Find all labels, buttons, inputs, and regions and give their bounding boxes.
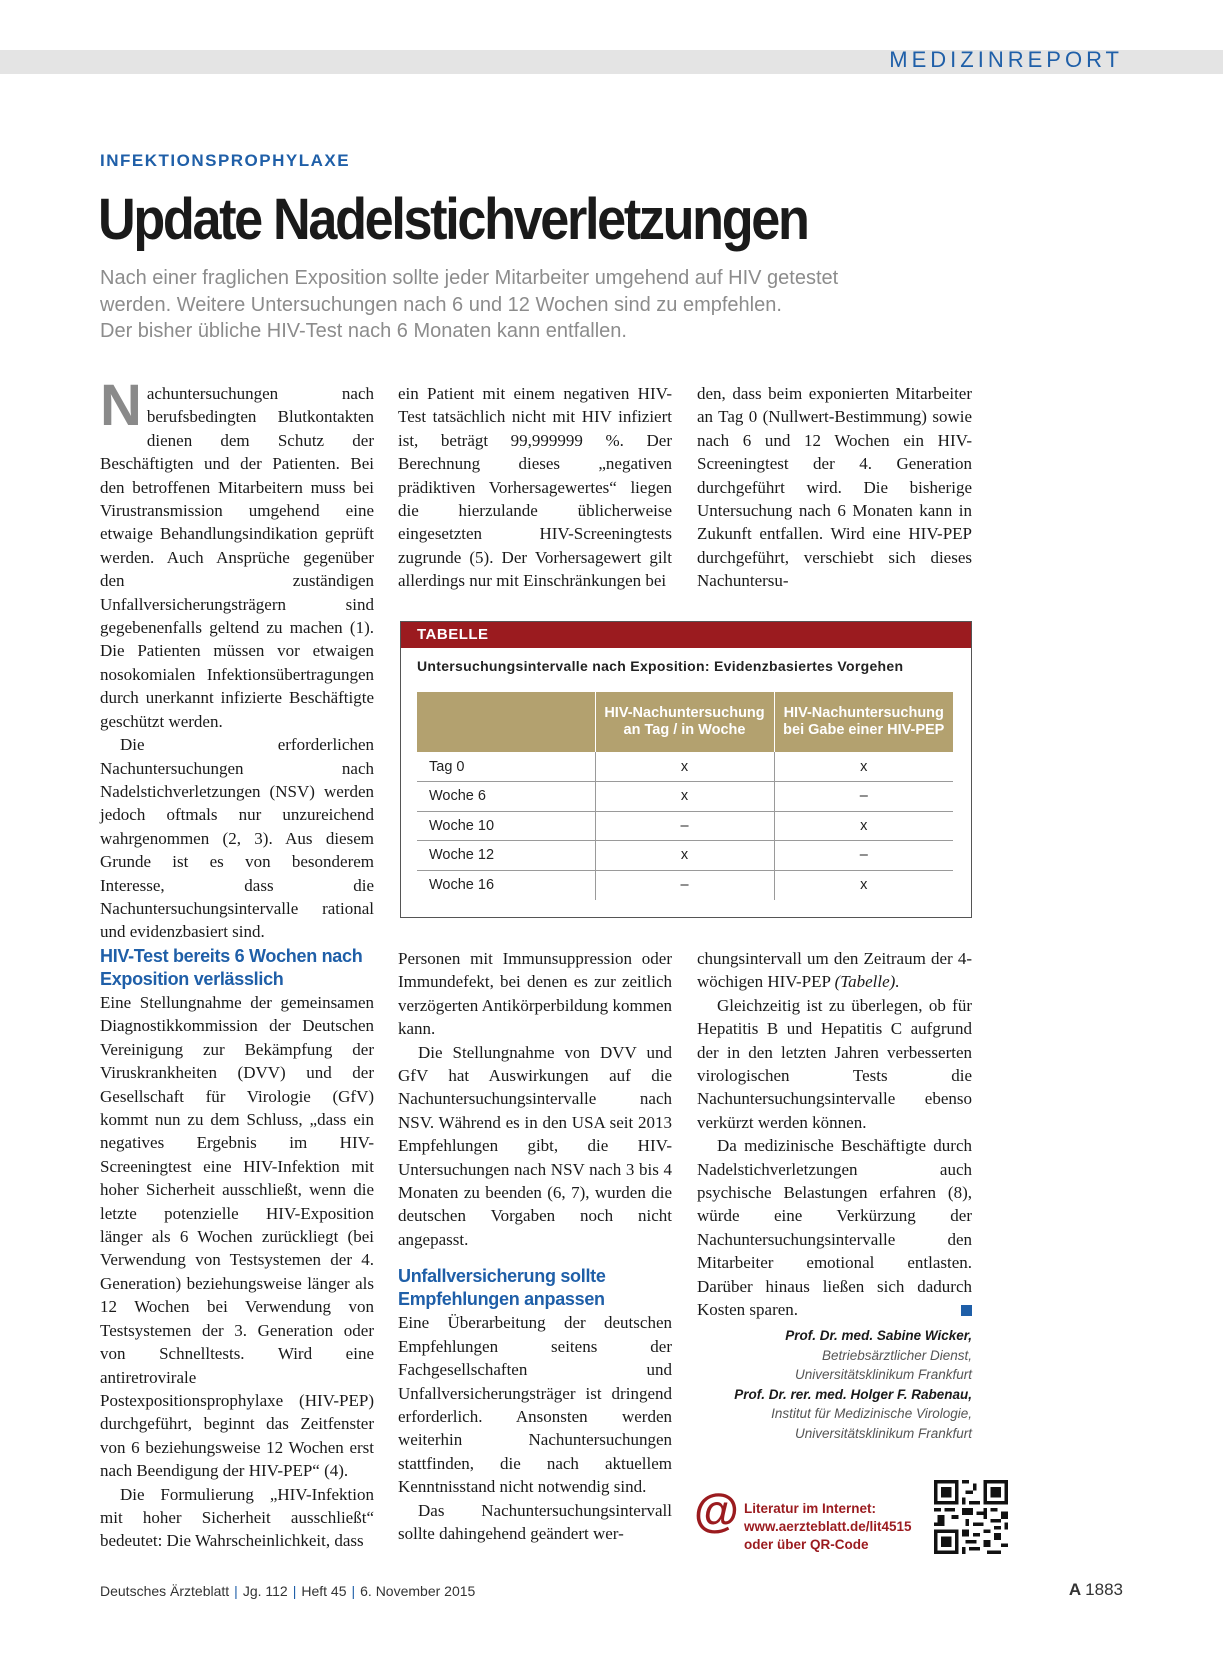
cell-with-pep: x bbox=[774, 752, 953, 782]
author-name: Prof. Dr. med. Sabine Wicker, bbox=[785, 1328, 972, 1343]
author-block bbox=[734, 1326, 972, 1443]
paragraph: Eine Überarbeitung der deutschen Empfehlungen seitens der Fachgesellschaften und Unfallversicherungsträger ist dringend erforderlich. Ansonsten werden weiterhin Nachuntersuchungen stattfinden, die nach aktuellem Kenntnisstand nicht notwendig sind. bbox=[398, 1313, 672, 1497]
page-value: 1883 bbox=[1085, 1580, 1123, 1599]
cell-without-pep: – bbox=[595, 870, 774, 900]
paragraph: den, dass beim exponierten Mitarbeiter an Tag 0 (Nullwert-Bestimmung) sowie nach 6 und 12 Wochen ein HIV-Screeningtest der 4. Generation durchgeführt wird. Die bisherige Untersuchung nach 6 Monaten kann in Zukunft entfallen. Wird eine HIV-PEP durchgeführt, verschiebt sich dieses Nachuntersu- bbox=[697, 384, 972, 591]
table-header-with-pep: HIV-Nachuntersuchung bei Gabe einer HIV-PEP bbox=[774, 692, 953, 752]
author-name: Prof. Dr. rer. med. Holger F. Rabenau, bbox=[734, 1386, 972, 1402]
author-affiliation: Betriebsärztlicher Dienst, bbox=[821, 1347, 972, 1363]
journal-issue: Heft 45 bbox=[301, 1583, 347, 1599]
author-affiliation: Universitätsklinikum Frankfurt bbox=[794, 1367, 972, 1382]
article-title: Update Nadelstichverletzungen bbox=[98, 187, 808, 252]
footer: Deutsches Ärzteblatt | Jg. 112 | Heft 45 | 6. November 2015 bbox=[100, 1583, 476, 1599]
cell-with-pep: – bbox=[774, 841, 953, 871]
lead-line: Der bisher übliche HIV-Test nach 6 Monaten kann entfallen. bbox=[100, 320, 627, 342]
section-label: MEDIZINREPORT bbox=[889, 47, 1123, 72]
row-label: Woche 6 bbox=[417, 782, 595, 812]
subheading: HIV-Test bereits 6 Wochen nach Exposition verlässlich bbox=[100, 946, 363, 989]
column-1-bottom bbox=[100, 945, 374, 1553]
paragraph: ein Patient mit einem negativen HIV-Test tatsächlich nicht mit HIV infiziert ist, beträgt 99,999999 %. Der Berechnung dieses „negativen prädiktiven Vorhersagewertes“ liegen die hierzulande üblicherweise eingesetzten HIV-Screeningtests zugrunde (5). Der Vorhersagewert gilt allerdings nur mit Einschränkungen bei bbox=[398, 384, 672, 591]
table-row bbox=[417, 841, 953, 871]
table-row bbox=[417, 811, 953, 841]
paragraph bbox=[697, 1134, 972, 1321]
interval-table bbox=[417, 692, 953, 900]
literature-line: oder über QR-Code bbox=[744, 1537, 869, 1552]
paragraph: Die erforderlichen Nachuntersuchungen nach Nadelstichverletzungen (NSV) werden jedoch oftmals nur unzureichend wahrgenommen (2, 3). Aus diesem Grunde ist es von besonderem Interesse, dass die Nachuntersuchungsintervalle rational und evidenzbasiert sind. bbox=[100, 735, 374, 942]
paragraph: Eine Stellungnahme der gemeinsamen Diagnostikkommission der Deutschen Vereinigung zur Bekämpfung der Viruskrankheiten (DVV) und der Gesellschaft für Virologie (GfV) kommt nun zu dem Schluss, „dass ein negatives Ergebnis im HIV-Screeningtest eine HIV-Infektion mit hoher Sicherheit ausschließt, wenn die letzte potenzielle HIV-Exposition länger als 6 Wochen zurückliegt (bei Verwendung von Testsystemen der 4. Generation) beziehungsweise länger als 12 Wochen bei Verwendung von Testsystemen der 3. Generation oder von Schnelltests. Wird eine antiretrovirale Postexpositionsprophylaxe (HIV-PEP) durchgeführt, beginnt das Zeitfenster von 6 beziehungsweise 12 Wochen erst nach Beendigung der HIV-PEP“ (4). bbox=[100, 993, 374, 1481]
column-2-bottom bbox=[398, 947, 672, 1545]
table-label: TABELLE bbox=[401, 622, 971, 648]
paragraph-text: chungsintervall um den Zeitraum der 4-wöchigen HIV-PEP bbox=[697, 949, 972, 992]
article-kicker: INFEKTIONSPROPHYLAXE bbox=[100, 151, 351, 170]
page-prefix: A bbox=[1068, 1580, 1082, 1599]
table-header-row bbox=[417, 692, 953, 752]
paragraph bbox=[100, 373, 374, 733]
journal-name: Deutsches Ärzteblatt bbox=[100, 1583, 230, 1599]
paragraph bbox=[697, 947, 972, 994]
paragraph: Die Formulierung „HIV-Infektion mit hoher Sicherheit ausschließt“ bedeutet: Die Wahrscheinlichkeit, dass bbox=[100, 1484, 374, 1551]
literature-line: Literatur im Internet: bbox=[744, 1501, 877, 1516]
row-label: Woche 16 bbox=[429, 877, 495, 893]
paragraph: Personen mit Immunsuppression oder Immundefekt, bei denen es zur zeitlich verzögerten Antikörperbildung kommen kann. bbox=[398, 949, 672, 1039]
row-label: Tag 0 bbox=[417, 752, 595, 782]
literature-note bbox=[744, 1500, 912, 1554]
article-lead bbox=[100, 265, 980, 345]
row-label: Woche 10 bbox=[417, 811, 595, 841]
cell-with-pep: x bbox=[774, 811, 953, 841]
lead-line: Nach einer fraglichen Exposition sollte jeder Mitarbeiter umgehend auf HIV getestet bbox=[100, 267, 839, 289]
row-label: Woche 12 bbox=[417, 841, 595, 871]
drop-cap: N bbox=[100, 373, 142, 438]
paragraph: Die Stellungnahme von DVV und GfV hat Auswirkungen auf die Nachuntersuchungsintervalle nach NSV. Während es in den USA seit 2013 Empfehlungen gibt, die HIV-Untersuchungen nach NSV nach 3 bis 4 Monaten zu beenden (6, 7), wurden die deutschen Vorgaben noch nicht angepasst. bbox=[398, 1042, 672, 1249]
table-header-without-pep: HIV-Nachuntersuchung an Tag / in Woche bbox=[595, 692, 774, 752]
paragraph-text: Da medizinische Beschäftigte durch Nadelstichverletzungen auch psychische Belastungen erfahren (8), würde eine Verkürzung der Nachuntersuchungsintervalle den Mitarbeiter emotional entlasten. Darüber hinaus ließen sich dadurch Kosten sparen. bbox=[697, 1136, 972, 1320]
author-affiliation: Universitätsklinikum Frankfurt bbox=[794, 1425, 972, 1441]
column-3-bottom bbox=[697, 947, 972, 1322]
table-row bbox=[417, 870, 953, 900]
cell-with-pep: – bbox=[774, 782, 953, 812]
table-caption: Untersuchungsintervalle nach Exposition: Evidenzbasiertes Vorgehen bbox=[417, 658, 904, 674]
journal-date: 6. November 2015 bbox=[360, 1583, 476, 1599]
column-2-top bbox=[398, 382, 672, 593]
table-row bbox=[417, 752, 953, 782]
cell-without-pep: – bbox=[595, 811, 774, 841]
table-row bbox=[417, 782, 953, 812]
subheading: Unfallversicherung sollte Empfehlungen anpassen bbox=[398, 1266, 606, 1310]
paragraph-text: achuntersuchungen nach berufsbedingten Blutkontakten dienen dem Schutz der Beschäftigten und der Patienten. Bei den betroffenen Mitarbeitern muss bei Virustransmission umgehend eine etwaige Behandlungsindikation geprüft werden. Auch Ansprüche gegenüber den zuständigen Unfallversicherungsträgern sind gegebenenfalls geltend zu machen (1). Die Patienten müssen vor etwaigen nosokomialen Infektionsübertragungen durch unerkannt infizierte Beschäftigte geschützt werden. bbox=[100, 384, 374, 731]
table-header-empty bbox=[417, 692, 595, 752]
table-reference: (Tabelle). bbox=[834, 972, 900, 992]
paragraph: Das Nachuntersuchungsintervall sollte dahingehend geändert wer- bbox=[398, 1500, 672, 1543]
lead-line: werden. Weitere Untersuchungen nach 6 und 12 Wochen sind zu empfehlen. bbox=[100, 293, 782, 316]
cell-with-pep: x bbox=[774, 870, 953, 900]
end-square-icon bbox=[961, 1305, 972, 1316]
cell-without-pep: x bbox=[595, 841, 774, 871]
page-number bbox=[1069, 1580, 1123, 1600]
journal-volume: Jg. 112 bbox=[242, 1583, 288, 1599]
column-1-top bbox=[100, 373, 374, 944]
table-box bbox=[400, 621, 972, 918]
qr-code-icon[interactable] bbox=[934, 1480, 1008, 1554]
literature-link[interactable]: www.aerzteblatt.de/lit4515 bbox=[744, 1519, 912, 1534]
paragraph: Gleichzeitig ist zu überlegen, ob für Hepatitis B und Hepatitis C aufgrund der in den letzten Jahren verbesserten virologischen Tests die Nachuntersuchungsintervalle ebenso verkürzt werden können. bbox=[697, 995, 972, 1132]
column-3-top bbox=[697, 382, 972, 593]
author-affiliation: Institut für Medizinische Virologie, bbox=[771, 1406, 972, 1421]
at-sign-icon: @ bbox=[694, 1484, 739, 1536]
cell-without-pep: x bbox=[595, 782, 774, 812]
cell-without-pep: x bbox=[595, 752, 774, 782]
